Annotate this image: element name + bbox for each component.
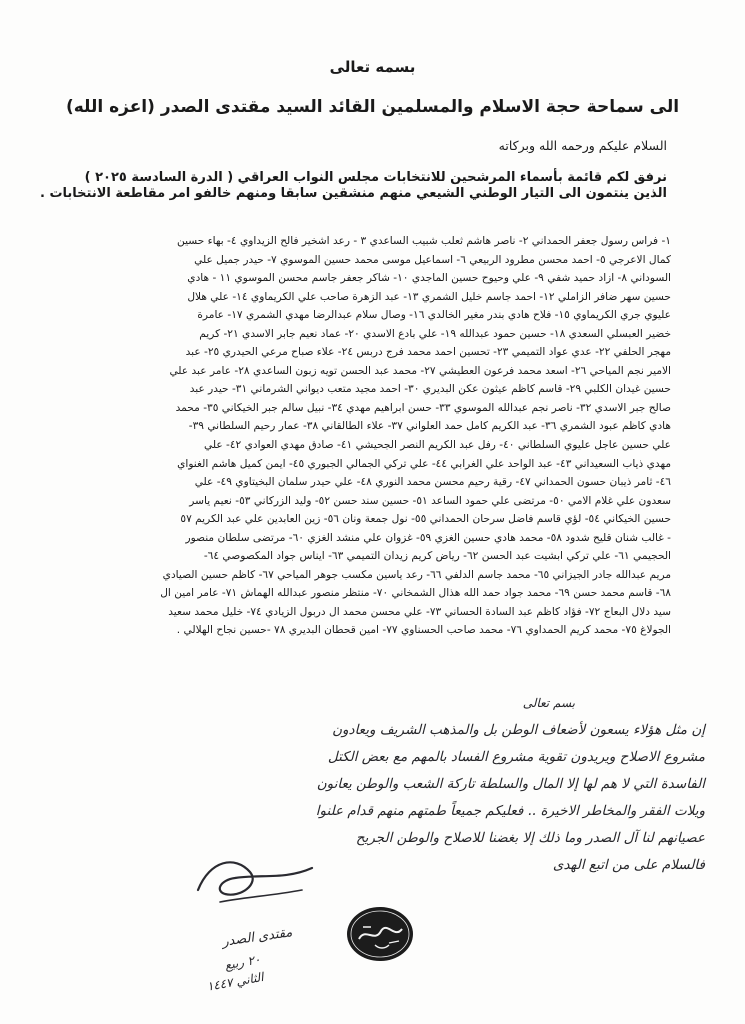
date-line: ٢٠ ربيع — [223, 952, 262, 973]
names-row: ٦٨- قاسم محمد حسن ٦٩- محمد جواد حمد الله هذال الشمخاني ٧٠- منتظر منصور عبدالله الهماش ٧١- عامر امين ال — [160, 587, 671, 600]
names-row: هادي كاظم عبود الشمري ٣٦- عبد الكريم كامل حمد العلواني ٣٧- علاء الطالقاني ٣٨- عمار رحيم السلطاني ٣٩- — [188, 420, 671, 433]
intro-paragraph — [39, 170, 667, 202]
greeting-line: السلام عليكم ورحمه الله وبركاته — [498, 138, 667, 153]
names-row: مهجر الحلفي ٢٢- عدي عواد التميمي ٢٣- تحسين احمد محمد فرج دربس ٢٤- علاء صباح مرعي الحيدري ٢٥- عبد — [185, 346, 671, 359]
names-row: علي حسين عاجل عليوي السلطاني ٤٠- رفل عبد الكريم النصر الجحيشي ٤١- صادق مهدي العوادي ٤٢- علي — [203, 439, 671, 452]
handwritten-line: ويلات الفقر والمخاطر الاخيرة .. فعليكم جميعاً طمتهم منهم قدام علنوا — [315, 803, 705, 819]
names-row: حسين غيدان الكلبي ٢٩- قاسم كاظم عيثون عكن البديري ٣٠- احمد مجيد متعب ديواني الشرماني ٣١- حيدر عبد — [189, 383, 671, 396]
names-row: السوداني ٨- ازاد حميد شفي ٩- علي وحيوح حسين الماجدي ١٠- شاكر جعفر جاسم محسن الموسوي ١١ - هادي — [187, 272, 671, 285]
names-row: مريم عبدالله جادر الجيزاني ٦٥- محمد جاسم الدلفي ٦٦- رعد ياسين مكسب جوهر المياحي ٦٧- كاظم حسين الصيادي — [162, 568, 671, 581]
names-row: مهدي ذياب السعيداني ٤٣- عبد الواحد علي الغرابي ٤٤- علي تركي الجمالي الجبوري ٤٥- ايمن كميل هاشم الغنواي — [177, 457, 671, 470]
names-row: عليوي جري الكريماوي ١٥- فلاح هادي بندر مغير الخالدي ١٦- وصال سلام عبدالرضا مهدي الشمري ١٧- عامرة — [197, 309, 671, 322]
handwritten-line: إن مثل هؤلاء يسعون لأضعاف الوطن بل والمذهب الشريف ويعادون — [332, 722, 705, 738]
signature-mark — [190, 850, 320, 910]
names-row: - غالب شنان قليح شدود ٥٨- محمد هادي حسين الغزي ٥٩- غزوان علي منشد الغزي ٦٠- مرتضى سلطان منصور — [185, 531, 671, 544]
names-row: الامير نجم المياحي ٢٦- اسعد محمد فرعون العطيشي ٢٧- محمد عبد الحسن تويه زبون الساعدي ٢٨- عامر عبد علي — [169, 364, 671, 377]
names-row: الجولاغ ٧٥- محمد كريم الحمداوي ٧٦- محمد صاحب الحسناوي ٧٧- امين قحطان البديري ٧٨ -حسين نجاح الهلالي . — [176, 624, 671, 637]
addressee-heading: الى سماحة حجة الاسلام والمسلمين القائد السيد مقتدى الصدر (اعزه الله) — [65, 97, 680, 117]
basmala-heading: بسمه تعالى — [329, 58, 416, 76]
date-line: الثاني ١٤٤٧ — [205, 970, 265, 994]
names-row: سيد دلال البعاج ٧٢- فؤاد كاظم عبد السادة الحساني ٧٣- علي محسن محمد ال دربول الزيادي ٧٤- خليل محمد سعيد — [168, 605, 671, 618]
signer-name: مقتدى الصدر — [221, 925, 294, 950]
handwritten-line: فالسلام على من اتبع الهدى — [552, 857, 705, 873]
handwritten-line: مشروع الاصلاح ويريدون تقوية مشروع الفساد بالمهم مع بعض الكتل — [327, 749, 705, 765]
names-row: حسين سهر ضافر الزاملي ١٢- احمد جاسم خليل الشمري ١٣- عبد الزهرة صاحب علي الكريماوي ١٤- علي هلال — [187, 290, 671, 303]
handwritten-line: الفاسدة التي لا هم لها إلا المال والسلطة تاركة الشعب والوطن يعانون — [316, 776, 705, 792]
names-row: ١- فراس رسول جعفر الحمداني ٢- ناصر هاشم ثعلب شبيب الساعدي ٣ - رعد اشخير فالح الزيداوي ٤- بهاء حسين — [177, 235, 671, 247]
intro-line: نرفق لكم قائمة بأسماء المرشحين للانتخابات مجلس النواب العراقي ( الدرة السادسة ٢٠٢٥ ) — [84, 170, 667, 185]
names-row: حسين الخيكاني ٥٤- لؤي قاسم فاضل سرحان الحمداني ٥٥- نول جمعة ونان ٥٦- زين العابدين علي عبد الكريم ٥٧ — [180, 513, 671, 526]
intro-line: الذين ينتمون الى التيار الوطني الشيعي منهم منشقين سابقا ومنهم خالفو امر مقاطعة الانتخابات . — [39, 186, 667, 201]
names-row: سعدون علي غلام الامي ٥٠- مرتضى علي حمود الساعد ٥١- حسين سند حسن ٥٢- وليد الزركاني ٥٣- نعيم ياسر — [189, 494, 671, 507]
candidate-names-list — [76, 232, 671, 640]
handwritten-line: عصيانهم لنا آل الصدر وما ذلك إلا بغضنا للاصلاح والوطن الجريح — [355, 830, 705, 846]
names-row: الحجيمي ٦١- علي تركي ابشيت عبد الحسن ٦٢- رياض كريم زيدان التميمي ٦٣- ايناس جواد المكصوصي ٦٤- — [203, 550, 671, 563]
names-row: خضير العبسلي السعدي ١٨- حسين حمود عبدالله ١٩- علي بادع الاسدي ٢٠- عماد نعيم جابر الاسدي ٢١- كريم — [199, 327, 671, 340]
names-row: كمال الاعرجي ٥- احمد محسن مطرود الربيعي ٦- اسماعيل موسى محمد حسين الموسوي ٧- حيدر جميل علي — [194, 253, 671, 266]
official-seal — [345, 905, 415, 963]
handwritten-note — [85, 690, 705, 879]
handwritten-title: بسم تعالى — [522, 696, 575, 710]
signature-date — [202, 950, 265, 995]
names-row: صالح جبر الاسدي ٣٢- ناصر نجم عبدالله الموسوي ٣٣- حسن ابراهيم مهدي ٣٤- نبيل سالم جبر الخيكاني ٣٥- محمد — [175, 401, 671, 414]
names-row: ٤٦- ثامر ذيبان حسون الحمداني ٤٧- رقية رحيم محسن محمد النوري ٤٨- علي حيدر سلمان البخيتاوي ٤٩- علي — [194, 476, 671, 489]
